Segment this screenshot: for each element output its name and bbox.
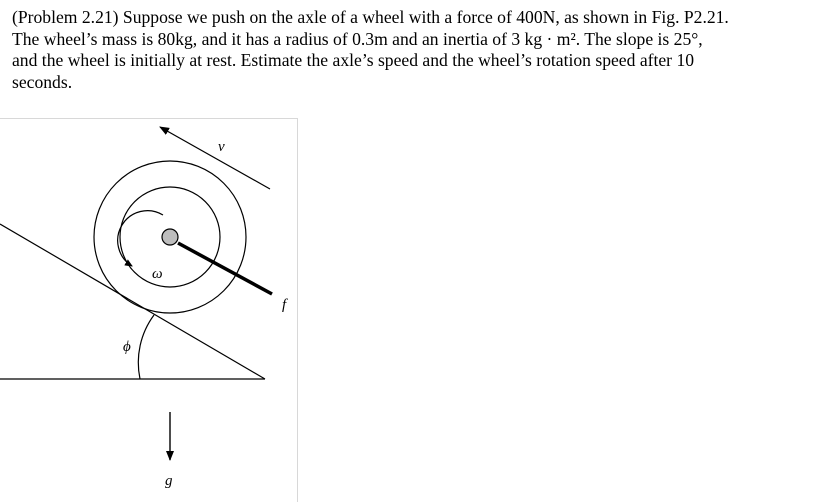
wheel-on-slope-diagram: [0, 119, 298, 503]
force-label: f: [282, 297, 287, 313]
angle-arc: [138, 315, 154, 379]
problem-statement: [12, 7, 807, 93]
problem-line: (Problem 2.21) Suppose we push on the axle of a wheel with a force of 400N, as shown in Fig. P2.21.: [12, 7, 729, 27]
force-rod: [178, 243, 272, 294]
velocity-label: v: [218, 139, 225, 155]
angle-label: ϕ: [123, 339, 131, 355]
incline-line: [0, 224, 265, 379]
velocity-arrow: [160, 127, 270, 189]
gravity-label: g: [165, 473, 173, 489]
problem-line: and the wheel is initially at rest. Estimate the axle’s speed and the wheel’s rotation speed after 10: [12, 50, 695, 71]
problem-line: The wheel’s mass is 80kg, and it has a radius of 0.3m and an inertia of 3 kg · m². The slope is 25°,: [12, 28, 703, 49]
omega-label: ω: [152, 266, 163, 282]
problem-line: seconds.: [12, 71, 73, 92]
axle: [162, 229, 178, 245]
figure-p2-21: [0, 118, 298, 502]
